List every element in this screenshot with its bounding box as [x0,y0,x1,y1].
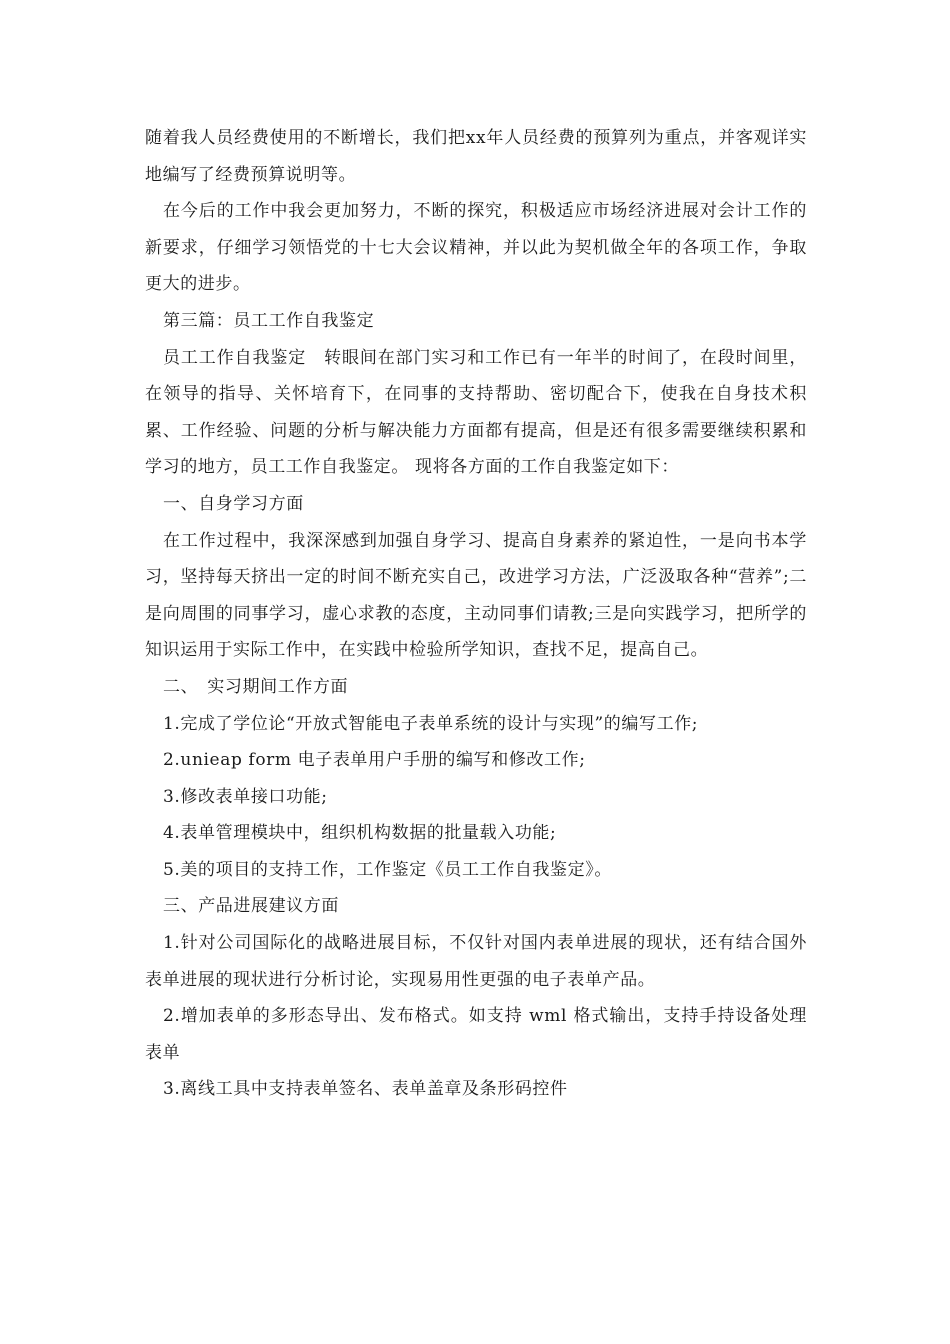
list-item: 3.修改表单接口功能; [163,786,328,807]
paragraph-future-work: 在今后的工作中我会更加努力，不断的探究，积极适应市场经济进展对会计工作的新要求，仔细学习领悟党的十七大会议精神，并以此为契机做全年的各项工作，争取更大的进步。 [145,201,807,295]
list-item: 2.增加表单的多形态导出、发布格式。如支持 wml 格式输出，支持手持设备处理表单 [145,1006,807,1063]
list-item: 1.针对公司国际化的战略进展目标，不仅针对国内表单进展的现状，还有结合国外表单进展的现状进行分析讨论，实现易用性更强的电子表单产品。 [145,933,807,990]
list-item: 1.完成了学位论“开放式智能电子表单系统的设计与实现”的编写工作; [163,713,699,734]
list-item: 2.unieap form 电子表单用户手册的编写和修改工作; [163,750,586,771]
document-page [145,120,807,1108]
list-item: 4.表单管理模块中，组织机构数据的批量载入功能; [163,823,557,844]
paragraph-intro: 员工工作自我鉴定 转眼间在部门实习和工作已有一年半的时间了，在段时间里，在领导的指导、关怀培育下，在同事的支持帮助、密切配合下，使我在自身技术积累、工作经验、问题的分析与解决能力方面都有提高，但是还有很多需要继续积累和学习的地方，员工工作自我鉴定。 现将各方面的工作自我鉴定如下： [145,347,807,478]
section-heading-internship: 二、 实习期间工作方面 [163,676,349,697]
list-item: 3.离线工具中支持表单签名、表单盖章及条形码控件 [163,1079,568,1100]
section-heading-part-three: 第三篇：员工工作自我鉴定 [163,310,375,331]
paragraph-self-study: 在工作过程中，我深深感到加强自身学习、提高自身素养的紧迫性，一是向书本学习，坚持每天挤出一定的时间不断充实自己，改进学习方法，广泛汲取各种“营养”;二是向周围的同事学习，虚心求教的态度，主动同事们请教;三是向实践学习，把所学的知识运用于实际工作中，在实践中检验所学知识，查找不足，提高自己。 [145,530,807,661]
section-heading-self-study: 一、自身学习方面 [163,493,304,514]
list-item: 5.美的项目的支持工作，工作鉴定《员工工作自我鉴定》。 [163,859,612,880]
paragraph-budget: 随着我人员经费使用的不断增长，我们把xx年人员经费的预算列为重点，并客观详实地编写了经费预算说明等。 [145,128,807,185]
section-heading-product-suggestions: 三、产品进展建议方面 [163,896,339,917]
